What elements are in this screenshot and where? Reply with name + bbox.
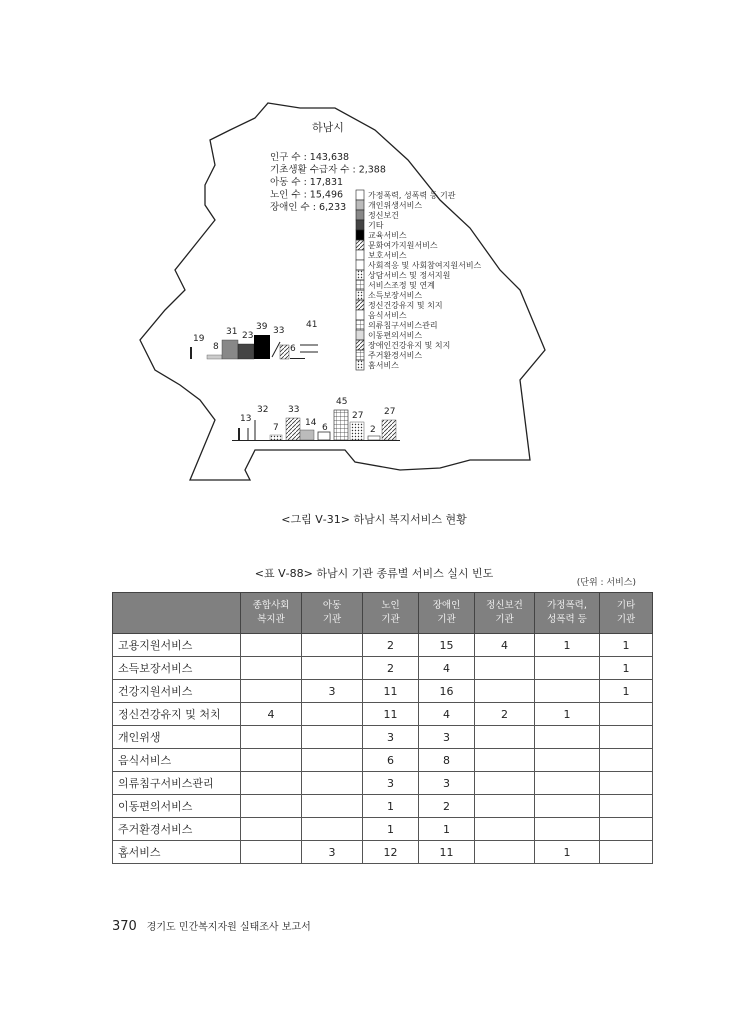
map-bar-label: 45 (336, 397, 348, 407)
map-legend-label: 음식서비스 (368, 311, 407, 320)
value-cell (241, 634, 302, 657)
map-legend-label: 정신보건 (368, 211, 399, 220)
table-header-corner (113, 593, 241, 634)
value-cell (535, 795, 600, 818)
value-cell: 11 (363, 703, 419, 726)
value-cell (302, 726, 363, 749)
value-cell (600, 703, 653, 726)
row-label-cell: 홈서비스 (113, 841, 241, 864)
table-header-row (113, 593, 653, 634)
value-cell (302, 818, 363, 841)
value-cell (241, 657, 302, 680)
page-footer (112, 918, 311, 934)
value-cell (475, 818, 535, 841)
map-bar-label: 33 (273, 326, 285, 336)
value-cell: 1 (600, 680, 653, 703)
value-cell: 1 (363, 818, 419, 841)
figure-caption: <그림 Ⅴ-31> 하남시 복지서비스 현황 (281, 513, 467, 526)
value-cell: 3 (419, 772, 475, 795)
map-legend-label: 가정폭력, 성폭력 등 기관 (368, 191, 456, 200)
map-stat-line: 아동 수 : 17,831 (270, 177, 344, 188)
value-cell: 15 (419, 634, 475, 657)
map-legend-label: 기타 (368, 221, 384, 230)
map-bar-label: 14 (305, 418, 317, 428)
map-bar-label: 27 (352, 411, 364, 421)
table-row (113, 726, 653, 749)
value-cell: 3 (302, 680, 363, 703)
value-cell: 3 (302, 841, 363, 864)
value-cell: 2 (419, 795, 475, 818)
map-bar-label: 32 (257, 405, 269, 415)
map-legend-label: 홈서비스 (368, 361, 399, 370)
value-cell (535, 772, 600, 795)
map-bar-label: 23 (242, 331, 254, 341)
value-cell: 1 (363, 795, 419, 818)
map-legend-label: 문화여가지원서비스 (368, 241, 438, 250)
value-cell (475, 841, 535, 864)
value-cell (535, 749, 600, 772)
value-cell (475, 772, 535, 795)
map-legend-label: 정신건강유지 및 치지 (368, 301, 443, 310)
value-cell: 12 (363, 841, 419, 864)
map-legend-label: 보호서비스 (368, 251, 407, 260)
map-stat-line: 노인 수 : 15,496 (270, 189, 344, 201)
table-unit-note: (단위 : 서비스) (576, 578, 636, 588)
value-cell (241, 680, 302, 703)
map-legend-label: 개인위생서비스 (368, 201, 423, 210)
table-header-cell: 가정폭력, 성폭력 등 (535, 593, 600, 634)
map-bar-label: 7 (273, 423, 279, 433)
value-cell: 3 (363, 772, 419, 795)
table-row (113, 703, 653, 726)
map-bar-label: 8 (213, 342, 219, 352)
value-cell (302, 749, 363, 772)
value-cell: 1 (535, 634, 600, 657)
value-cell (241, 795, 302, 818)
map-legend-label: 사회적응 및 사회참여지원서비스 (368, 261, 482, 270)
value-cell: 2 (475, 703, 535, 726)
map-legend-swatches (356, 190, 364, 370)
map-bar-label: 19 (193, 334, 205, 344)
value-cell (475, 657, 535, 680)
table-header-cell: 노인 기관 (363, 593, 419, 634)
map-legend-label: 의류침구서비스관리 (368, 321, 438, 330)
map-bar-label: 33 (288, 405, 300, 415)
table-body (113, 634, 653, 864)
value-cell (302, 703, 363, 726)
value-cell: 4 (241, 703, 302, 726)
value-cell: 6 (363, 749, 419, 772)
map-legend-label: 소득보장서비스 (368, 291, 423, 300)
value-cell: 2 (363, 657, 419, 680)
map-legend-label: 상담서비스 및 정서지원 (368, 271, 451, 280)
value-cell (475, 795, 535, 818)
map-stat-line: 기초생활 수급자 수 : 2,388 (270, 164, 386, 176)
value-cell (475, 680, 535, 703)
map-bar-label: 41 (306, 320, 318, 330)
map-city-name: 하남시 (312, 121, 344, 134)
row-label-cell: 건강지원서비스 (113, 680, 241, 703)
map-bar-label: 13 (240, 414, 252, 424)
map-bar-label: 6 (322, 423, 328, 433)
value-cell (535, 726, 600, 749)
value-cell (600, 795, 653, 818)
value-cell: 1 (535, 703, 600, 726)
map-bar-label: 2 (370, 425, 376, 435)
value-cell (241, 749, 302, 772)
value-cell: 2 (363, 634, 419, 657)
value-cell (535, 657, 600, 680)
map-bar-label: 6 (290, 344, 296, 354)
value-cell (302, 772, 363, 795)
row-label-cell: 소득보장서비스 (113, 657, 241, 680)
value-cell (535, 818, 600, 841)
row-label-cell: 의류침구서비스관리 (113, 772, 241, 795)
map-legend-label: 주거환경서비스 (368, 351, 423, 360)
map-legend-label: 교육서비스 (368, 231, 407, 240)
value-cell (600, 726, 653, 749)
value-cell: 11 (363, 680, 419, 703)
value-cell: 11 (419, 841, 475, 864)
service-frequency-table (112, 592, 653, 864)
table-row (113, 680, 653, 703)
value-cell (600, 772, 653, 795)
table-row (113, 818, 653, 841)
table-row (113, 657, 653, 680)
value-cell: 4 (419, 657, 475, 680)
value-cell (302, 795, 363, 818)
table-header-cell: 아동 기관 (302, 593, 363, 634)
map-bar-label: 31 (226, 327, 238, 337)
page-number: 370 (112, 919, 137, 934)
value-cell: 1 (419, 818, 475, 841)
table-row (113, 634, 653, 657)
map-legend-label: 장애인건강유지 및 치지 (368, 341, 451, 350)
value-cell (241, 772, 302, 795)
row-label-cell: 개인위생 (113, 726, 241, 749)
row-label-cell: 이동편의서비스 (113, 795, 241, 818)
value-cell: 1 (600, 657, 653, 680)
hanam-map-figure (0, 0, 748, 500)
value-cell: 4 (419, 703, 475, 726)
map-stat-line: 인구 수 : 143,638 (270, 152, 350, 163)
table-caption: <표 Ⅴ-88> 하남시 기관 종류별 서비스 실시 빈도 (254, 567, 494, 580)
row-label-cell: 음식서비스 (113, 749, 241, 772)
map-bar-label: 39 (256, 322, 268, 332)
table-header-cell: 정신보건 기관 (475, 593, 535, 634)
report-title: 경기도 민간복지자원 실태조사 보고서 (146, 922, 311, 933)
value-cell (475, 749, 535, 772)
row-label-cell: 고용지원서비스 (113, 634, 241, 657)
value-cell: 3 (419, 726, 475, 749)
map-legend-label: 이동편의서비스 (368, 331, 423, 340)
table-header-cell: 기타 기관 (600, 593, 653, 634)
table-header-cell: 장애인 기관 (419, 593, 475, 634)
map-bar-label: 27 (384, 407, 396, 417)
value-cell: 8 (419, 749, 475, 772)
value-cell: 4 (475, 634, 535, 657)
table-row (113, 772, 653, 795)
value-cell (302, 634, 363, 657)
table-row (113, 795, 653, 818)
value-cell (475, 726, 535, 749)
value-cell (241, 818, 302, 841)
value-cell: 1 (600, 634, 653, 657)
value-cell (535, 680, 600, 703)
row-label-cell: 정신건강유지 및 처치 (113, 703, 241, 726)
value-cell (241, 726, 302, 749)
table-row (113, 749, 653, 772)
value-cell (600, 749, 653, 772)
row-label-cell: 주거환경서비스 (113, 818, 241, 841)
map-legend-label: 서비스조정 및 연계 (368, 281, 435, 290)
map-stat-line: 장애인 수 : 6,233 (270, 202, 347, 213)
table-row (113, 841, 653, 864)
value-cell: 1 (535, 841, 600, 864)
value-cell: 3 (363, 726, 419, 749)
table-header-cell: 종합사회 복지관 (241, 593, 302, 634)
value-cell: 16 (419, 680, 475, 703)
value-cell (600, 841, 653, 864)
value-cell (302, 657, 363, 680)
value-cell (600, 818, 653, 841)
value-cell (241, 841, 302, 864)
